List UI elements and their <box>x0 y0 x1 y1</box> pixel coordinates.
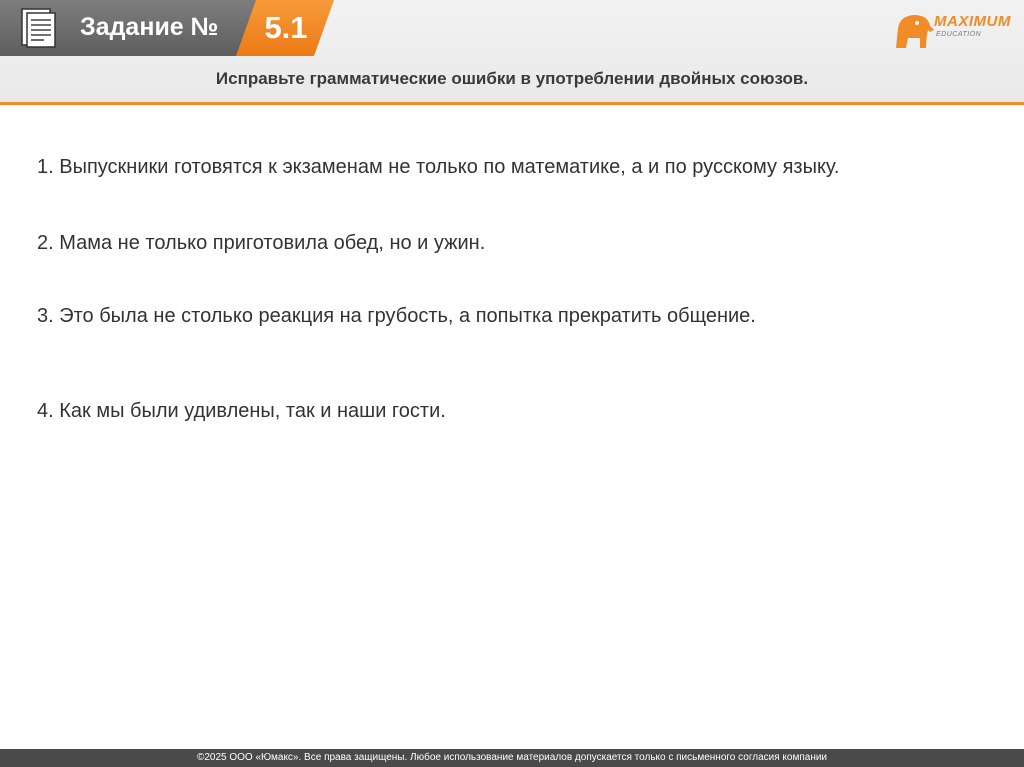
logo-name: MAXIMUM <box>934 13 1011 30</box>
sentence-list <box>37 151 984 428</box>
task-number: 5.1 <box>264 10 308 45</box>
sentence-item: 4. Как мы были удивлены, так и наши гости. <box>37 400 446 422</box>
task-instruction: Исправьте грамматические ошибки в употреблении двойных союзов. <box>215 69 809 88</box>
document-icon <box>18 6 60 50</box>
sentence-item: 1. Выпускники готовятся к экзаменам не только по математике, а и по русскому языку. <box>37 156 840 178</box>
sentence-item: 2. Мама не только приготовила обед, но и ужин. <box>37 232 486 254</box>
logo-subtitle: EDUCATION <box>936 31 982 38</box>
sentence-item: 3. Это была не столько реакция на грубость, а попытка прекратить общение. <box>37 305 756 327</box>
task-label: Задание № <box>80 13 219 41</box>
copyright-footer: ©2025 ООО «Юмакс». Все права защищены. Любое использование материалов допускается только с письменного согласия компании <box>0 749 1024 767</box>
